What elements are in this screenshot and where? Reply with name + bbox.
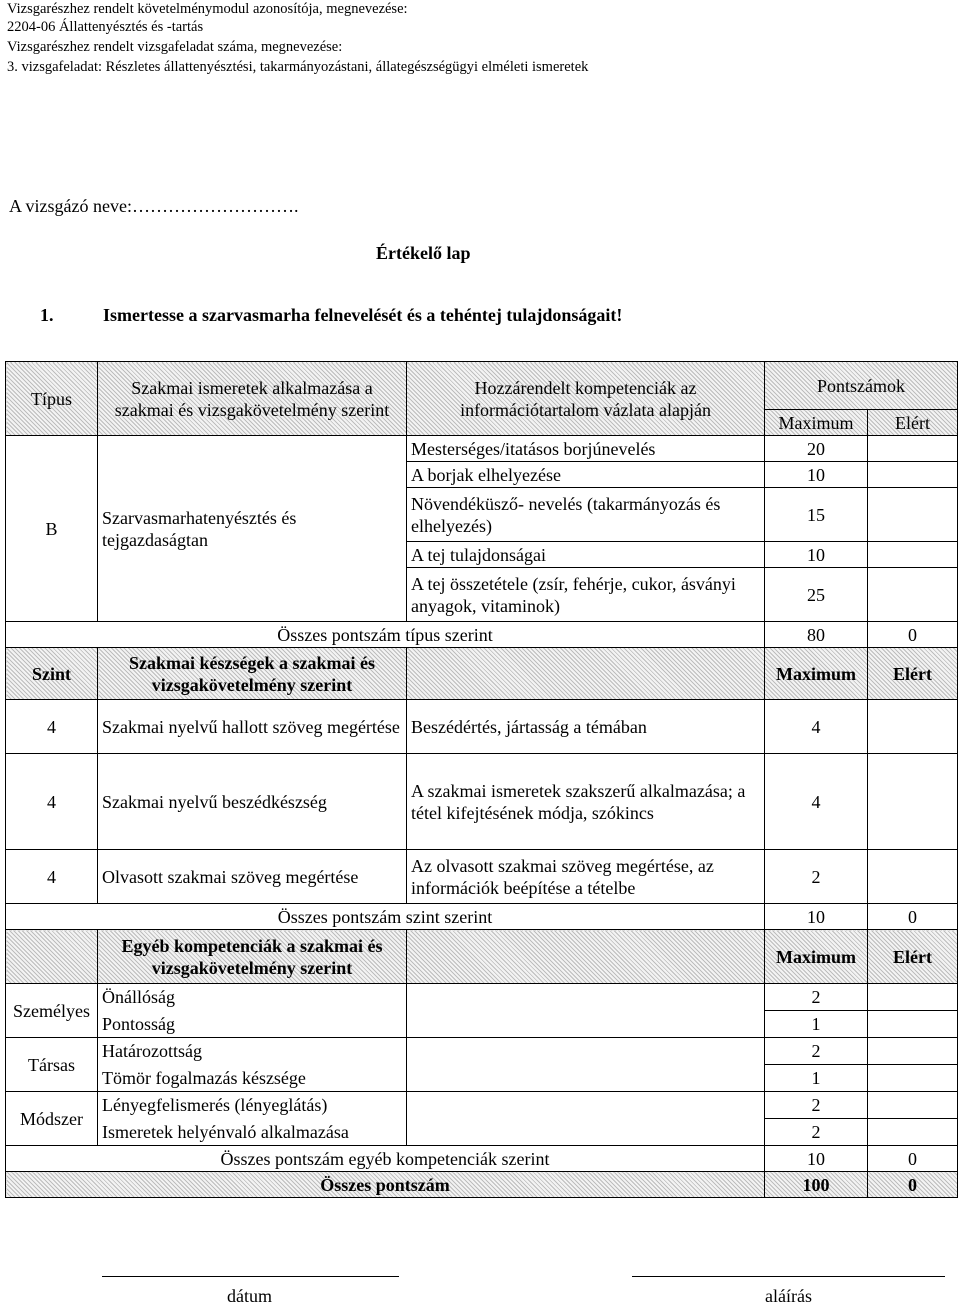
group-label: Társas <box>6 1038 98 1092</box>
signature-label: aláírás <box>765 1286 812 1306</box>
other-header-achieved: Elért <box>868 930 958 984</box>
level-competence: Beszédértés, jártasság a témában <box>407 700 765 754</box>
other-header-max: Maximum <box>765 930 868 984</box>
module-label: Vizsgarészhez rendelt követelménymodul azonosítója, megnevezése: <box>7 1 408 17</box>
type-topic: Szarvasmarhatenyésztés és tejgazdaságtan <box>98 436 407 622</box>
competence-blank <box>407 1038 765 1065</box>
other-total-achieved: 0 <box>868 1146 958 1172</box>
level-header-blank <box>407 648 765 700</box>
level-row <box>6 754 958 850</box>
competence-achieved <box>868 1092 958 1119</box>
competence-blank <box>407 1065 765 1092</box>
competence-item: Ismeretek helyénvaló alkalmazása <box>98 1119 407 1146</box>
competence-achieved <box>868 1065 958 1092</box>
grand-total-achieved: 0 <box>868 1172 958 1198</box>
other-row <box>6 1011 958 1038</box>
task-label: Vizsgarészhez rendelt vizsgafeladat száma, megnevezése: <box>7 39 343 55</box>
question-text: Ismertesse a szarvasmarha felnevelését és a tehéntej tulajdonságait! <box>103 305 623 325</box>
other-row <box>6 1038 958 1065</box>
question-number: 1. <box>40 305 54 325</box>
level-total-label: Összes pontszám szint szerint <box>6 904 765 930</box>
other-row <box>6 1065 958 1092</box>
competence-max: 2 <box>765 1119 868 1146</box>
competence-achieved <box>868 1011 958 1038</box>
type-item: A borjak elhelyezése <box>407 462 765 488</box>
type-max: 10 <box>765 462 868 488</box>
level-max: 4 <box>765 754 868 850</box>
type-total-row <box>6 622 958 648</box>
level-total-max: 10 <box>765 904 868 930</box>
competence-item: Tömör fogalmazás készsége <box>98 1065 407 1092</box>
competence-max: 1 <box>765 1065 868 1092</box>
competence-blank <box>407 984 765 1011</box>
type-total-achieved: 0 <box>868 622 958 648</box>
group-label: Személyes <box>6 984 98 1038</box>
level-header-max: Maximum <box>765 648 868 700</box>
competence-item: Önállóság <box>98 984 407 1011</box>
type-total-label: Összes pontszám típus szerint <box>6 622 765 648</box>
competence-max: 2 <box>765 1092 868 1119</box>
type-total-max: 80 <box>765 622 868 648</box>
type-item: Növendéküsző- nevelés (takarmányozás és elhelyezés) <box>407 488 765 542</box>
type-achieved <box>868 462 958 488</box>
competence-blank <box>407 1011 765 1038</box>
level-total-achieved: 0 <box>868 904 958 930</box>
type-max: 10 <box>765 542 868 568</box>
other-header-blank <box>407 930 765 984</box>
header-points: Pontszámok <box>765 362 958 410</box>
level-value: 4 <box>6 700 98 754</box>
level-value: 4 <box>6 754 98 850</box>
other-total-max: 10 <box>765 1146 868 1172</box>
candidate-name-field: A vizsgázó neve:………………………. <box>9 196 299 216</box>
type-row <box>6 436 958 462</box>
competence-item: Lényegfelismerés (lényeglátás) <box>98 1092 407 1119</box>
competence-item: Határozottság <box>98 1038 407 1065</box>
signature-line <box>632 1276 945 1277</box>
competence-blank <box>407 1092 765 1119</box>
type-achieved <box>868 568 958 622</box>
level-competence: A szakmai ismeretek szakszerű alkalmazása; a tétel kifejtésének módja, szókincs <box>407 754 765 850</box>
level-achieved <box>868 850 958 904</box>
grand-total-row <box>6 1172 958 1198</box>
competence-achieved <box>868 984 958 1011</box>
level-total-row <box>6 904 958 930</box>
other-total-label: Összes pontszám egyéb kompetenciák szerint <box>6 1146 765 1172</box>
page-title: Értékelő lap <box>376 243 471 263</box>
evaluation-table <box>5 361 958 1198</box>
header-max: Maximum <box>765 410 868 436</box>
other-row <box>6 984 958 1011</box>
type-achieved <box>868 436 958 462</box>
level-achieved <box>868 754 958 850</box>
other-row <box>6 1119 958 1146</box>
other-header-blank <box>6 930 98 984</box>
group-label: Módszer <box>6 1092 98 1146</box>
task-name: 3. vizsgafeladat: Részletes állattenyésztési, takarmányozástani, állategészségügyi elméleti ismeretek <box>7 59 589 75</box>
header-type: Típus <box>6 362 98 436</box>
level-header-achieved: Elért <box>868 648 958 700</box>
competence-max: 2 <box>765 984 868 1011</box>
level-achieved <box>868 700 958 754</box>
header-knowledge: Szakmai ismeretek alkalmazása a szakmai és vizsgakövetelmény szerint <box>98 362 407 436</box>
other-header-title: Egyéb kompetenciák a szakmai és vizsgakövetelmény szerint <box>98 930 407 984</box>
type-max: 15 <box>765 488 868 542</box>
type-max: 20 <box>765 436 868 462</box>
competence-max: 2 <box>765 1038 868 1065</box>
level-max: 4 <box>765 700 868 754</box>
level-skill: Szakmai nyelvű hallott szöveg megértése <box>98 700 407 754</box>
level-competence: Az olvasott szakmai szöveg megértése, az információk beépítése a tételbe <box>407 850 765 904</box>
type-value: B <box>6 436 98 622</box>
competence-blank <box>407 1119 765 1146</box>
level-value: 4 <box>6 850 98 904</box>
date-line <box>102 1276 399 1277</box>
level-max: 2 <box>765 850 868 904</box>
type-achieved <box>868 542 958 568</box>
module-name: 2204-06 Állattenyésztés és -tartás <box>7 19 204 35</box>
grand-total-label: Összes pontszám <box>6 1172 765 1198</box>
competence-item: Pontosság <box>98 1011 407 1038</box>
type-item: A tej tulajdonságai <box>407 542 765 568</box>
competence-max: 1 <box>765 1011 868 1038</box>
level-skill: Szakmai nyelvű beszédkészség <box>98 754 407 850</box>
level-skill: Olvasott szakmai szöveg megértése <box>98 850 407 904</box>
grand-total-max: 100 <box>765 1172 868 1198</box>
level-row <box>6 850 958 904</box>
header-achieved: Elért <box>868 410 958 436</box>
skill-header: Szakmai készségek a szakmai és vizsgakövetelmény szerint <box>98 648 407 700</box>
level-row <box>6 700 958 754</box>
other-total-row <box>6 1146 958 1172</box>
type-max: 25 <box>765 568 868 622</box>
level-header: Szint <box>6 648 98 700</box>
competence-achieved <box>868 1119 958 1146</box>
date-label: dátum <box>227 1286 272 1306</box>
type-item: Mesterséges/itatásos borjúnevelés <box>407 436 765 462</box>
header-competence: Hozzárendelt kompetenciák az információtartalom vázlata alapján <box>407 362 765 436</box>
other-row <box>6 1092 958 1119</box>
type-achieved <box>868 488 958 542</box>
type-item: A tej összetétele (zsír, fehérje, cukor, ásványi anyagok, vitaminok) <box>407 568 765 622</box>
competence-achieved <box>868 1038 958 1065</box>
